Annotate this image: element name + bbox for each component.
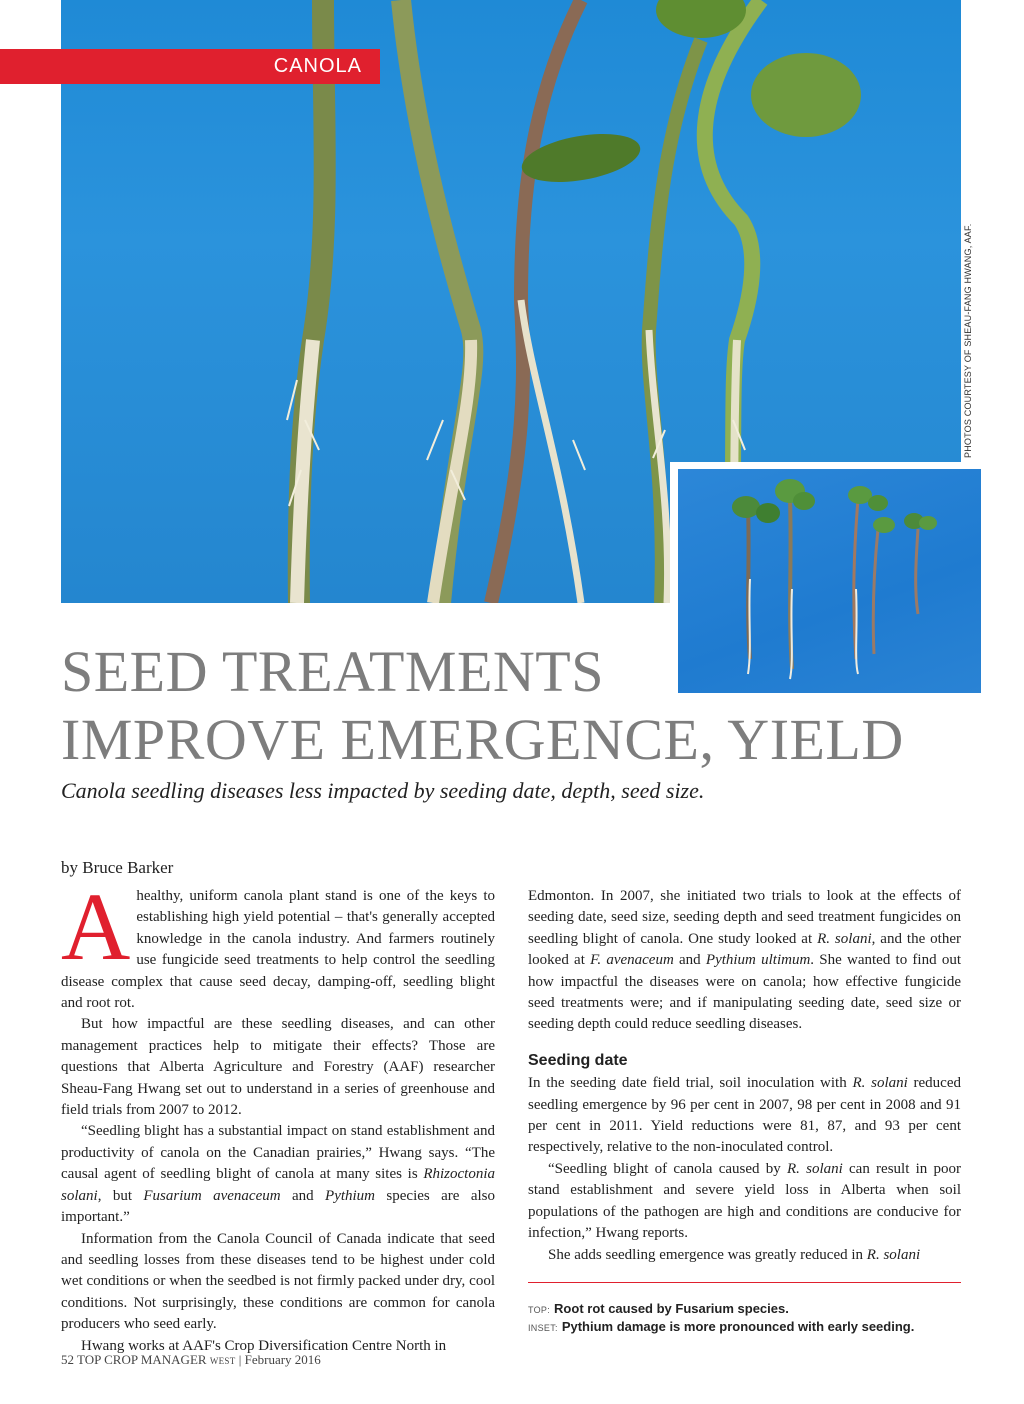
paragraph: She adds seedling emergence was greatly reduced in R. solani bbox=[548, 1246, 921, 1263]
paragraph: Hwang works at AAF's Crop Diversification Centre North in bbox=[81, 1337, 447, 1354]
section-tab: CANOLA bbox=[0, 49, 380, 84]
caption-inset: INSET: Pythium damage is more pronounced with early seeding. bbox=[528, 1319, 915, 1334]
drop-cap: A bbox=[61, 873, 131, 980]
article-column-1 bbox=[61, 873, 495, 1357]
headline-line-1: SEED TREATMENTS bbox=[61, 639, 604, 704]
article-column-2 bbox=[528, 886, 961, 1266]
headline-line-2: IMPROVE EMERGENCE, YIELD bbox=[61, 707, 904, 772]
caption-top: TOP: Root rot caused by Fusarium species. bbox=[528, 1301, 789, 1316]
photo-credit: PHOTOS COURTESY OF SHEAU-FANG HWANG, AAF. bbox=[963, 223, 973, 458]
deck: Canola seedling diseases less impacted by seeding date, depth, seed size. bbox=[61, 778, 705, 803]
paragraph: In the seeding date field trial, soil inoculation with R. solani reduced seedling emergence by 96 per cent in 2007, 98 per cent in 2008 and 91 per cent in 2011. Yield reductions were 81, 87, and 93 per cent respectively, relative to the non-inoculated control. bbox=[528, 1075, 962, 1156]
magazine-name: TOP CROP MANAGER bbox=[77, 1352, 207, 1367]
paragraph: Information from the Canola Council of Canada indicate that seed and seedling losses from these diseases tend to be highest under cold wet conditions or when the seedbed is not firmly packed under dry, cool conditions. Not surprisingly, these conditions are common for canola producers who seed early. bbox=[61, 1230, 495, 1333]
paragraph: “Seedling blight of canola caused by R. solani can result in poor stand establishment and severe yield loss in Alberta when soil populations of the pathogen are high and conditions are conducive for infection,” Hwang reports. bbox=[528, 1160, 961, 1242]
paragraph: Ahealthy, uniform canola plant stand is one of the keys to establishing high yield potential – that's generally accepted knowledge in the canola industry. And farmers routinely use fungicide seed treatments to help control the seedling disease complex that cause seed decay, damping-off, seedling blight and root rot. bbox=[61, 873, 495, 1012]
magazine-edition: WEST bbox=[209, 1356, 236, 1366]
subhead-seeding-date: Seeding date bbox=[528, 1051, 628, 1069]
issue-date: February 2016 bbox=[244, 1352, 321, 1367]
paragraph: “Seedling blight has a substantial impact on stand establishment and productivity of canola on the Canadian prairies,” Hwang says. “The causal agent of seedling blight of canola at many sites is Rhizoctonia solani, but Fusarium avenaceum and Pythium species are also important.” bbox=[61, 1123, 495, 1226]
footer-separator: | bbox=[238, 1352, 242, 1367]
page-number: 52 bbox=[61, 1352, 74, 1367]
caption-divider bbox=[528, 1282, 961, 1283]
byline: by Bruce Barker bbox=[61, 858, 174, 877]
page-footer bbox=[61, 1352, 321, 1368]
paragraph: Edmonton. In 2007, she initiated two trials to look at the effects of seeding date, seed size, seeding depth and seed treatment fungicides on seedling blight of canola. One study looked at R. solani, and the other looked at F. avenaceum and Pythium ultimum. She wanted to find out how impactful the diseases were on canola; how effective fungicide seed treatments were; and if manipulating seeding date, seed size or seeding depth could reduce seedling diseases. bbox=[528, 888, 961, 1033]
headline bbox=[61, 638, 961, 774]
paragraph: But how impactful are these seedling diseases, and can other management practices help to mitigate their effects? Those are questions that Alberta Agriculture and Forestry (AAF) researcher Sheau-Fang Hwang set out to understand in a series of greenhouse and field trials from 2007 to 2012. bbox=[61, 1016, 495, 1119]
